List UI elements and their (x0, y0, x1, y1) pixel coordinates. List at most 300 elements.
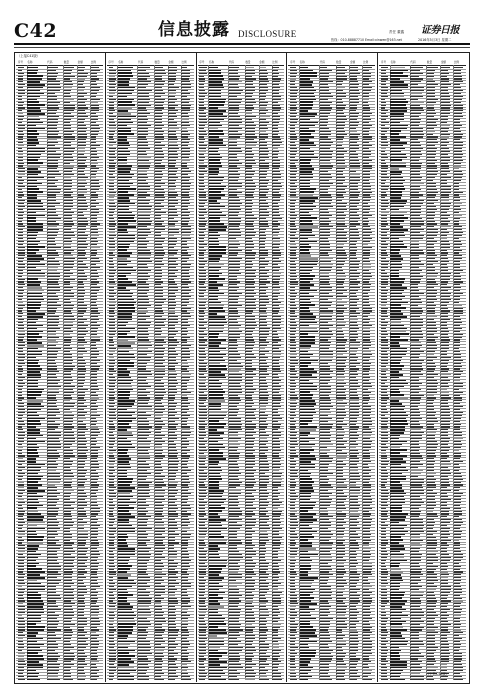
table-cell-text (245, 281, 255, 282)
table-cell-text (109, 305, 116, 306)
table-cell-text (155, 302, 165, 303)
table-cell-text (64, 592, 74, 593)
table-cell-text (47, 128, 57, 129)
table-cell-text (168, 319, 178, 320)
table-cell-text (109, 424, 114, 425)
table-cell-text (168, 438, 177, 439)
table-cell-text (336, 105, 346, 106)
table-cell-text (272, 441, 280, 442)
table-cell-text (363, 131, 369, 132)
table-cell-text (199, 174, 204, 175)
table-cell-text (47, 142, 58, 143)
table-cell-text (109, 412, 115, 413)
table-cell-text (229, 444, 240, 445)
table-cell-text (168, 192, 177, 193)
table-cell-text (64, 148, 75, 149)
table-cell-text (109, 383, 115, 384)
table-cell-text (155, 647, 165, 648)
table-cell-text (245, 505, 252, 506)
table-cell-text (138, 119, 148, 120)
table-cell-text (363, 194, 370, 195)
table-cell-text (47, 171, 59, 172)
table-cell-text (336, 113, 344, 114)
table-cell-text (109, 366, 115, 367)
table-cell-text (229, 197, 239, 198)
table-column-1 (16, 60, 103, 680)
table-cell-text (259, 461, 268, 462)
table-cell-text (245, 577, 251, 578)
table-cell-text (199, 102, 204, 103)
table-cell-text (91, 598, 98, 599)
table-cell-text (363, 252, 370, 253)
table-cell-text (155, 218, 161, 219)
table-cell-text (64, 218, 72, 219)
table-cell-text (229, 534, 237, 535)
table-cell-text (168, 342, 178, 343)
table-cell-text (168, 223, 174, 224)
table-cell-text (272, 458, 281, 459)
table-cell-text (199, 128, 204, 129)
table-cell-text (363, 119, 371, 120)
table-cell-text (168, 322, 177, 323)
table-cell-text (78, 122, 85, 123)
table-cell-text (138, 467, 150, 468)
table-cell-text (168, 194, 178, 195)
table-cell-text (259, 374, 269, 375)
table-cell-text (109, 612, 114, 613)
table-cell-text (138, 455, 150, 456)
table-cell-text (168, 206, 175, 207)
table-cell-text (47, 261, 58, 262)
table-cell-text (109, 429, 115, 430)
table-cell-text (138, 644, 150, 645)
table-cell-text (64, 255, 73, 256)
table-cell-text (109, 557, 114, 558)
table-cell-text (199, 116, 206, 117)
table-cell-text (199, 496, 206, 497)
table-cell-text (64, 136, 75, 137)
table-cell-text (199, 107, 205, 108)
table-cell-text (91, 513, 98, 514)
table-cell-text (91, 102, 99, 103)
table-cell-text (155, 122, 162, 123)
table-cell-text (155, 487, 162, 488)
table-cell-text (320, 157, 333, 158)
table-cell-text (78, 453, 87, 454)
table-cell-text (47, 551, 57, 552)
table-cell-text (47, 583, 59, 584)
table-cell-text (47, 284, 58, 285)
table-cell-text (91, 264, 96, 265)
table-cell-text (18, 70, 23, 71)
table-cell-text (78, 235, 88, 236)
table-cell-text (168, 522, 177, 523)
table-cell-text (229, 600, 241, 601)
table-cell-text (91, 403, 97, 404)
table-cell-text (18, 339, 23, 340)
table-cell-text (229, 107, 239, 108)
table-cell-text (78, 84, 84, 85)
table-cell-text (229, 615, 240, 616)
table-cell-text (272, 487, 278, 488)
table-cell-text (199, 392, 204, 393)
table-cell-text (109, 502, 114, 503)
table-cell-text (229, 284, 237, 285)
table-cell-text (229, 125, 239, 126)
table-cell-text (78, 647, 86, 648)
table-cell-text (138, 412, 146, 413)
table-cell-text (18, 598, 24, 599)
table-cell-text (199, 250, 206, 251)
table-cell-text (350, 116, 358, 117)
table-cell-text (47, 667, 59, 668)
table-cell-text (168, 73, 176, 74)
table-cell-text (168, 96, 174, 97)
table-cell-text (245, 374, 255, 375)
table-cell-text (109, 310, 115, 311)
table-cell-text (199, 395, 207, 396)
table-cell-text (245, 93, 253, 94)
table-cell-text (181, 160, 190, 161)
table-cell-text (18, 310, 23, 311)
table-cell-text (78, 226, 86, 227)
table-cell-text (199, 638, 206, 639)
table-cell-text (181, 476, 188, 477)
table-cell-text (272, 658, 278, 659)
table-cell-text (245, 113, 252, 114)
table-cell-text (168, 281, 174, 282)
table-cell-text (78, 493, 87, 494)
table-cell-text (18, 400, 23, 401)
table-cell-text (18, 67, 24, 68)
table-cell-text (78, 624, 87, 625)
table-cell-text (64, 183, 72, 184)
table-cell-text (47, 339, 56, 340)
table-cell-text (259, 516, 268, 517)
table-cell-text (181, 136, 188, 137)
table-cell-text (290, 192, 296, 193)
table-cell-text (91, 673, 97, 674)
table-cell-text (18, 377, 26, 378)
table-cell-text (229, 119, 242, 120)
table-cell-text (350, 163, 360, 164)
table-cell-text (363, 229, 371, 230)
table-cell-text (199, 627, 207, 628)
table-cell-text (336, 183, 343, 184)
table-cell-text (363, 177, 370, 178)
table-cell-text (47, 331, 55, 332)
table-cell-text (155, 377, 163, 378)
table-cell-text (91, 545, 100, 546)
table-cell-text (64, 458, 70, 459)
table-cell-text (78, 583, 84, 584)
table-cell-text (245, 125, 256, 126)
table-cell-text (181, 612, 186, 613)
table-cell-text (78, 247, 87, 248)
table-cell-text (18, 154, 23, 155)
table-cell-text (168, 255, 174, 256)
table-cell-text (245, 70, 254, 71)
table-cell-text (181, 592, 186, 593)
table-cell-text (259, 244, 265, 245)
table-cell-text (155, 484, 166, 485)
table-cell-text (199, 258, 204, 259)
table-cell-text (245, 609, 252, 610)
table-cell-text (138, 99, 150, 100)
masthead-subrule (14, 47, 470, 48)
table-cell-text (91, 122, 96, 123)
table-cell-text (229, 629, 243, 630)
table-cell-text (47, 78, 56, 79)
table-cell-text (155, 180, 162, 181)
table-cell-text (109, 177, 116, 178)
table-cell-text (155, 519, 163, 520)
table-cell-text (109, 116, 116, 117)
table-cell-text (78, 209, 88, 210)
table-cell-text (138, 418, 147, 419)
table-cell-text (168, 299, 175, 300)
table-cell-text (229, 168, 240, 169)
table-cell-text (64, 363, 73, 364)
table-cell-text (199, 325, 204, 326)
table-cell-text (181, 615, 190, 616)
table-cell-text (272, 345, 281, 346)
table-cell-text (109, 194, 116, 195)
table-cell-text (47, 595, 60, 596)
table-cell-text (181, 70, 189, 71)
table-cell-text (336, 235, 346, 236)
table-cell-text (245, 247, 254, 248)
table-cell-text (181, 383, 187, 384)
table-cell-text (336, 250, 345, 251)
table-cell-text (109, 653, 116, 654)
table-cell-text (245, 366, 251, 367)
table-cell-text (64, 238, 72, 239)
table-cell-text (91, 415, 100, 416)
table-row (198, 678, 285, 680)
table-cell-text (350, 93, 360, 94)
table-cell-text (155, 197, 165, 198)
table-cell-text (168, 313, 175, 314)
table-cell-text (181, 540, 188, 541)
table-cell-text (272, 354, 281, 355)
table-cell-text (155, 232, 161, 233)
table-cell-text (64, 200, 73, 201)
table-cell-text (138, 661, 150, 662)
table-cell-text (138, 168, 149, 169)
table-cell-text (245, 673, 256, 674)
table-cell-text (229, 308, 237, 309)
table-cell-text (320, 215, 332, 216)
table-row (16, 678, 103, 680)
table-cell-text (18, 194, 24, 195)
table-cell-text (181, 656, 188, 657)
table-cell-text (168, 508, 178, 509)
table-cell-text (259, 455, 267, 456)
table-cell-text (47, 444, 61, 445)
table-cell-text (109, 461, 115, 462)
table-cell-text (363, 183, 370, 184)
table-cell-text (259, 629, 267, 630)
table-cell-text (64, 664, 74, 665)
table-cell-text (155, 322, 164, 323)
table-cell-text (229, 470, 239, 471)
table-cell-text (181, 644, 189, 645)
table-cell-text (245, 661, 252, 662)
table-cell-text (155, 499, 165, 500)
table-cell-text (138, 299, 149, 300)
table-cell-text (78, 566, 87, 567)
table-cell-text (47, 360, 55, 361)
table-cell-text (155, 148, 163, 149)
table-cell-text (78, 592, 87, 593)
table-cell-text (259, 116, 269, 117)
table-cell-text (138, 305, 151, 306)
table-cell-text (245, 493, 251, 494)
table-cell-text (272, 650, 281, 651)
table-cell-text (229, 267, 241, 268)
table-cell-text (168, 502, 174, 503)
table-cell-text (78, 519, 84, 520)
table-cell-text (155, 163, 162, 164)
table-cell-text (245, 229, 254, 230)
table-cell-text (336, 142, 343, 143)
table-cell-text (91, 84, 98, 85)
table-cell-text (259, 577, 268, 578)
table-cell-text (78, 261, 84, 262)
table-cell-text (181, 627, 187, 628)
table-cell-text (78, 502, 87, 503)
table-cell-text (138, 157, 151, 158)
table-cell-text (272, 638, 281, 639)
table-cell-text (47, 221, 55, 222)
table-cell-text (18, 412, 25, 413)
table-cell-text (78, 629, 84, 630)
table-cell-text (181, 270, 189, 271)
table-cell-text (47, 484, 55, 485)
table-cell-text (272, 528, 281, 529)
table-cell-text (245, 412, 254, 413)
table-cell-text (336, 261, 345, 262)
table-cell-text (138, 595, 148, 596)
table-cell-text (272, 395, 281, 396)
table-cell-text (47, 432, 61, 433)
table-cell-text (138, 580, 150, 581)
table-cell-text (245, 154, 254, 155)
table-cell-text (181, 650, 187, 651)
table-cell-text (199, 473, 207, 474)
table-cell-text (47, 235, 57, 236)
table-cell-text (199, 192, 205, 193)
table-cell-text (229, 476, 238, 477)
table-cell-text (181, 348, 189, 349)
table-cell-text (181, 545, 188, 546)
table-cell-text (199, 377, 206, 378)
table-cell-text (168, 308, 175, 309)
table-cell-text (181, 261, 187, 262)
table-cell-text (138, 78, 147, 79)
table-cell-text (64, 374, 72, 375)
table-cell-text (18, 644, 24, 645)
table-cell-text (181, 380, 189, 381)
table-cell-text (64, 586, 72, 587)
table-cell-text (259, 73, 268, 74)
table-cell-text (155, 650, 165, 651)
table-cell-text (259, 157, 269, 158)
table-cell-text (245, 296, 253, 297)
table-cell-text (259, 313, 267, 314)
table-cell-text (109, 600, 114, 601)
table-cell-text (64, 105, 75, 106)
table-cell-text (78, 290, 85, 291)
table-cell-text (109, 334, 115, 335)
table-cell-text (181, 273, 189, 274)
table-cell-text (259, 287, 268, 288)
table-cell-text (199, 281, 204, 282)
table-cell-text (272, 319, 280, 320)
table-cell-text (109, 479, 115, 480)
table-cell-text (155, 105, 163, 106)
table-cell-text (272, 81, 279, 82)
table-cell-text (155, 168, 166, 169)
table-cell-text (155, 270, 163, 271)
table-cell-text (181, 229, 190, 230)
table-cell-text (199, 342, 205, 343)
table-cell-text (259, 142, 267, 143)
table-cell-text (91, 519, 98, 520)
table-cell-text (18, 650, 23, 651)
table-cell-text (363, 197, 371, 198)
table-cell-text (78, 136, 88, 137)
table-cell-text (272, 513, 281, 514)
table-cell-text (78, 603, 85, 604)
table-cell-text (64, 145, 72, 146)
table-cell-text (168, 470, 177, 471)
table-cell-text (64, 360, 73, 361)
table-cell-text (18, 479, 22, 480)
table-cell-text (91, 177, 96, 178)
table-cell-text (350, 76, 357, 77)
table-cell-text (64, 569, 72, 570)
table-cell-text (245, 426, 255, 427)
table-cell-text (290, 212, 295, 213)
table-cell-text (138, 232, 151, 233)
table-cell-text (78, 334, 86, 335)
table-cell-text (78, 67, 86, 68)
table-cell-text (109, 554, 115, 555)
table-cell-text (229, 357, 241, 358)
table-cell-text (259, 380, 265, 381)
table-cell-text (91, 467, 99, 468)
table-cell-text (320, 128, 329, 129)
table-cell-text (199, 194, 205, 195)
table-cell-text (91, 627, 98, 628)
table-cell-text (138, 574, 148, 575)
table-cell-text (181, 145, 187, 146)
table-cell-text (138, 125, 151, 126)
table-cell-text (290, 244, 296, 245)
table-cell-text (64, 679, 74, 680)
table-cell-text (229, 377, 242, 378)
table-cell-text (245, 119, 252, 120)
table-cell-text (155, 412, 164, 413)
table-cell-text (78, 368, 86, 369)
table-cell-text (245, 612, 254, 613)
table-cell-text (181, 81, 189, 82)
table-cell-text (245, 76, 252, 77)
table-cell-text (47, 73, 58, 74)
table-cell-text (91, 453, 98, 454)
